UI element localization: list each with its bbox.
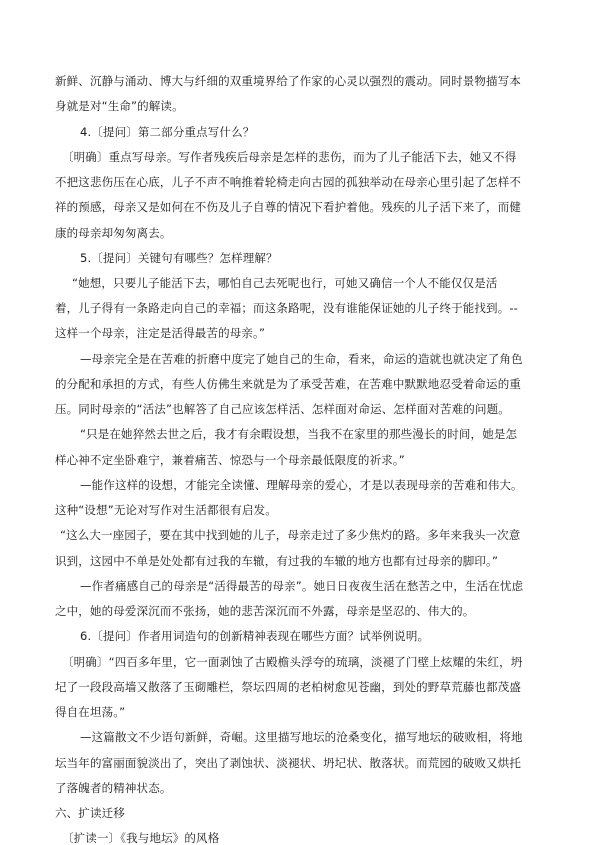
text-line: 〔明确〕重点写母亲。写作者残疾后母亲是怎样的悲伤，而为了儿子能活下去，她又不得 xyxy=(62,150,517,164)
quote-line: 着，儿子得有一条路走向自己的幸福；而这条路呢，没有谁能保证她的儿子终于能找到。-- xyxy=(55,301,518,315)
quote-line: “这么大一座园子，要在其中找到她的儿子，母亲走过了多少焦灼的路。多年来我头一次意 xyxy=(60,528,521,542)
commentary-line: 之中，她的母爱深沉而不张扬，她的悲苦深沉而不外露，母亲是坚忍的、伟大的。 xyxy=(55,604,475,618)
commentary-line: 这种“设想”无论对写作对生活都很有启发。 xyxy=(55,503,277,517)
question-heading: 5.〔提问〕关键句有哪些？怎样理解？ xyxy=(80,251,278,265)
subsection-heading: 〔扩读一〕《我与地坛》的风格 xyxy=(62,831,220,845)
text-line: 得自在坦荡。” xyxy=(55,705,126,719)
text-line: 祥的预感，母亲又是如何在不伤及儿子自尊的情况下看护着他。残疾的儿子活下来了，而健 xyxy=(55,200,521,214)
commentary-line: —能作这样的设想，才能完全读懂、理解母亲的爱心，才是以表现母亲的苦难和伟大。 xyxy=(80,478,523,492)
quote-line: 这样一个母亲，注定是活得最苦的母亲。” xyxy=(55,326,266,340)
commentary-line: 的分配和承担的方式，有些人仿佛生来就是为了承受苦难，在苦难中默默地忍受着命运的重 xyxy=(55,377,521,391)
quote-line: “她想，只要儿子能活下去，哪怕自己去死呢也行，可她又确信一个人不能仅仅是活 xyxy=(72,276,498,290)
commentary-line: 压。同时母亲的“活法”也解答了自己应该怎样活、怎样面对命运、怎样面对苦难的问题。 xyxy=(55,402,510,416)
text-line: 新鲜、沉静与涌动、博大与纤细的双重境界给了作家的心灵以强烈的震动。同时景物描写本 xyxy=(55,74,521,88)
commentary-line: 了落魄者的精神状态。 xyxy=(55,781,172,795)
quote-line: “只是在她猝然去世之后，我才有余暇设想，当我不在家里的那些漫长的时间，她是怎 xyxy=(80,427,518,441)
text-line: 不把这悲伤压在心底，儿子不声不响推着轮椅走向古园的孤独举动在母亲心里引起了怎样不 xyxy=(55,175,521,189)
question-heading: 4.〔提问〕第二部分重点写什么？ xyxy=(80,125,255,139)
text-line: 〔明确〕“四百多年里，它一面剥蚀了古殿檐头浮夸的琉璃，淡褪了门壁上炫耀的朱红，坍 xyxy=(62,655,523,669)
section-heading: 六、扩读迁移 xyxy=(55,806,125,820)
commentary-line: 坛当年的富丽面貌淡出了，突出了剥蚀状、淡褪状、坍圮状、散落状。而荒园的破败又烘托 xyxy=(55,756,521,770)
text-line: 圮了一段段高墙又散落了玉砌雕栏，祭坛四周的老柏树愈见苍幽，到处的野草荒藤也都茂盛 xyxy=(55,680,521,694)
quote-line: 识到，这园中不单是处处都有过我的车辙，有过我的车辙的地方也都有过母亲的脚印。” xyxy=(55,554,499,568)
commentary-line: —作者痛感自己的母亲是“活得最苦的母亲”。她日日夜夜生活在愁苦之中，生活在忧虑 xyxy=(80,579,524,593)
text-line: 康的母亲却匆匆离去。 xyxy=(55,226,172,240)
quote-line: 样心神不定坐卧难宁，兼着痛苦、惊恐与一个母亲最低限度的祈求。” xyxy=(55,453,405,467)
commentary-line: —这篇散文不少语句新鲜，奇崛。这里描写地坛的沧桑变化，描写地坛的破败相，将地 xyxy=(80,730,523,744)
commentary-line: —母亲完全是在苦难的折磨中度完了她自己的生命，看来，命运的造就也就决定了角色 xyxy=(80,352,523,366)
question-heading: 6.〔提问〕作者用词造句的创新精神表现在哪些方面？试举例说明。 xyxy=(80,629,430,643)
text-line: 身就是对“生命”的解读。 xyxy=(55,99,184,113)
